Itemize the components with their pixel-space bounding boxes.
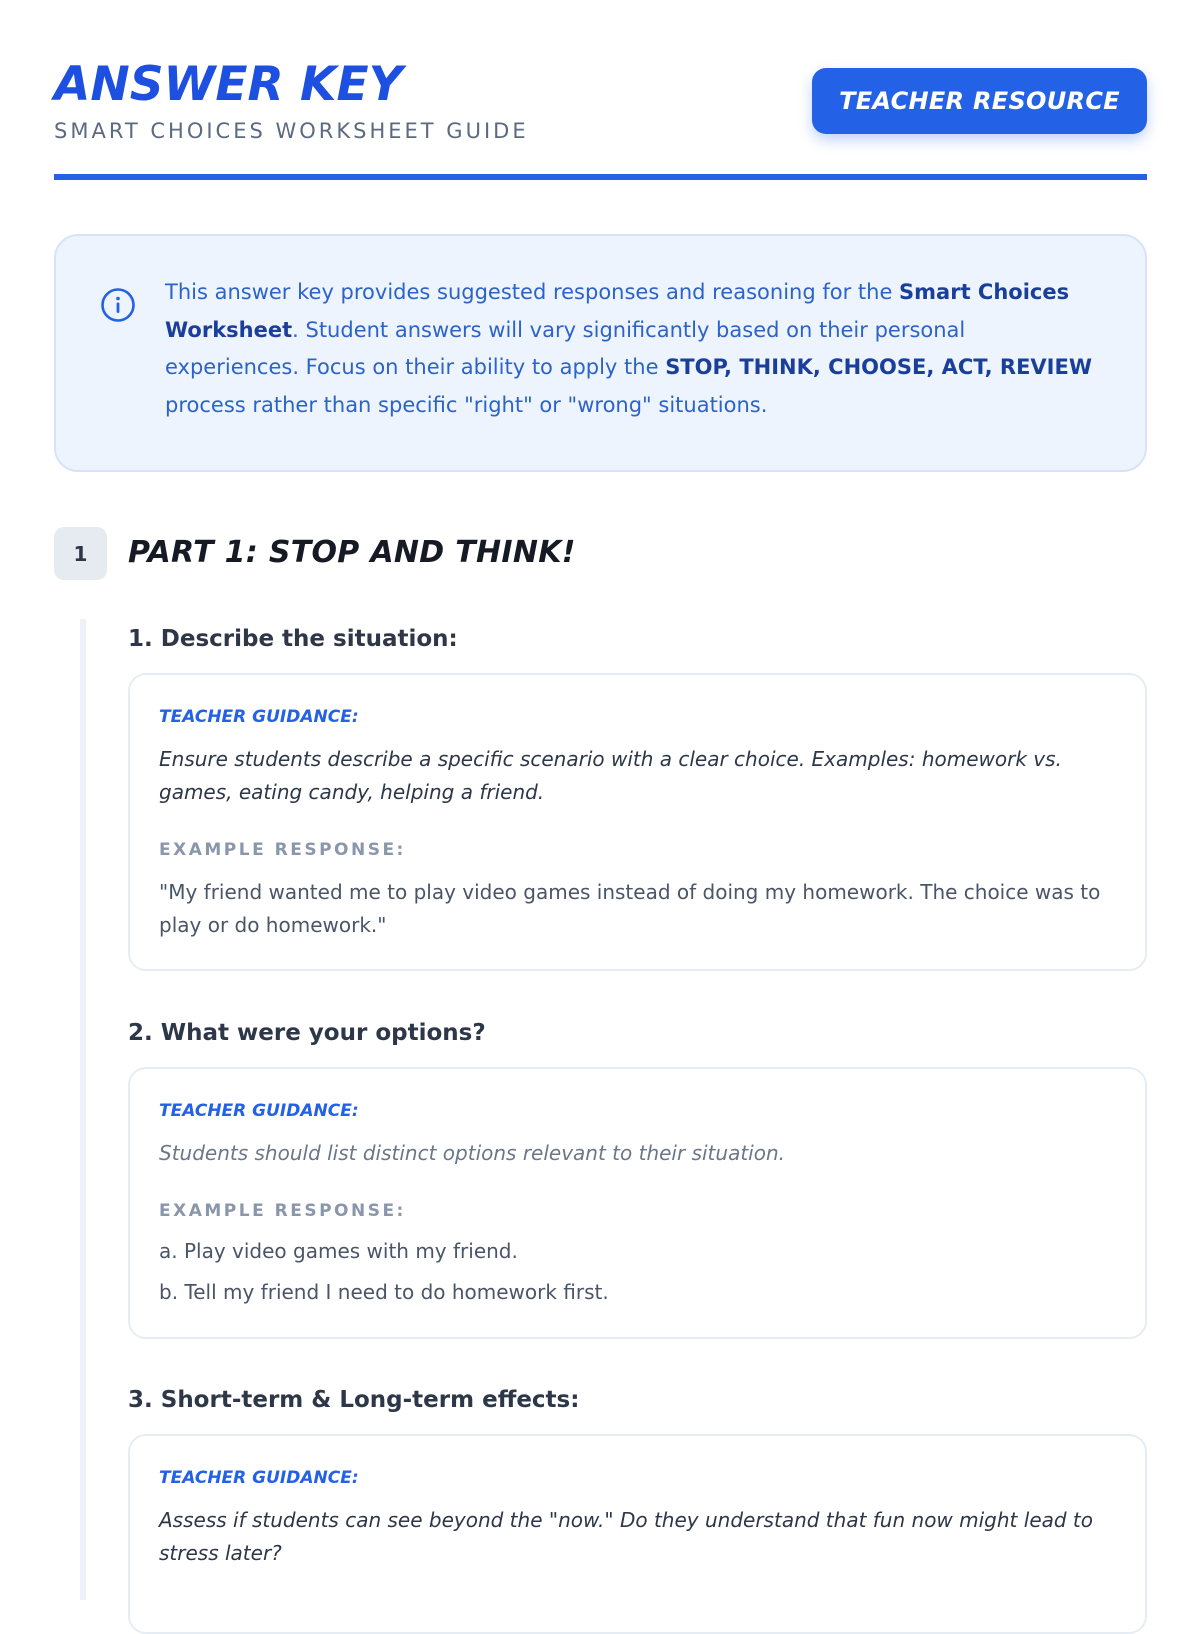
guidance-heading: TEACHER GUIDANCE: (159, 1468, 359, 1488)
example-heading: EXAMPLE RESPONSE: (159, 1201, 406, 1221)
part-title: PART 1: STOP AND THINK! (128, 535, 576, 570)
example-text: "My friend wanted me to play video games instead of doing my homework. The choice was to play or do homework." (159, 880, 1101, 937)
info-callout (54, 234, 1147, 472)
info-text (165, 274, 1105, 424)
info-process-steps: STOP, THINK, CHOOSE, ACT, REVIEW (665, 355, 1092, 379)
info-text-part-2: . Student answers will vary significantly based on their personal experiences. Focus on their ability to apply the (165, 317, 966, 379)
section-rail (80, 619, 86, 1600)
guidance-text: Students should list distinct options relevant to their situation. (159, 1141, 785, 1165)
info-text-part-3: process rather than specific "right" or "wrong" situations. (165, 392, 768, 417)
info-text-part-1: This answer key provides suggested responses and reasoning for the (165, 280, 900, 304)
question-3-card (128, 1434, 1147, 1634)
guidance-heading: TEACHER GUIDANCE: (159, 707, 359, 727)
part-number-badge: 1 (54, 527, 107, 580)
example-option: a. Play video games with my friend. (159, 1239, 518, 1263)
guidance-heading: TEACHER GUIDANCE: (159, 1101, 359, 1121)
page-title: ANSWER KEY (54, 57, 403, 112)
example-option: b. Tell my friend I need to do homework first. (159, 1280, 609, 1304)
question-3-label: 3. Short-term & Long-term effects: (128, 1387, 580, 1413)
question-2-card (128, 1067, 1147, 1339)
page-subtitle: SMART CHOICES WORKSHEET GUIDE (54, 119, 529, 143)
guidance-text: Ensure students describe a specific scenario with a clear choice. Examples: homework vs. games, eating candy, helping a friend. (159, 747, 1062, 804)
question-1-label: 1. Describe the situation: (128, 626, 458, 652)
guidance-text: Assess if students can see beyond the "now." Do they understand that fun now might lead to stress later? (159, 1508, 1094, 1565)
page-header (54, 54, 1147, 180)
info-worksheet-name: Smart Choices Worksheet (165, 280, 1070, 342)
question-1-card (128, 673, 1147, 971)
example-heading: EXAMPLE RESPONSE: (159, 840, 406, 860)
info-circle-icon (100, 287, 136, 323)
question-2-label: 2. What were your options? (128, 1020, 486, 1046)
teacher-resource-badge: TEACHER RESOURCE (812, 68, 1147, 134)
